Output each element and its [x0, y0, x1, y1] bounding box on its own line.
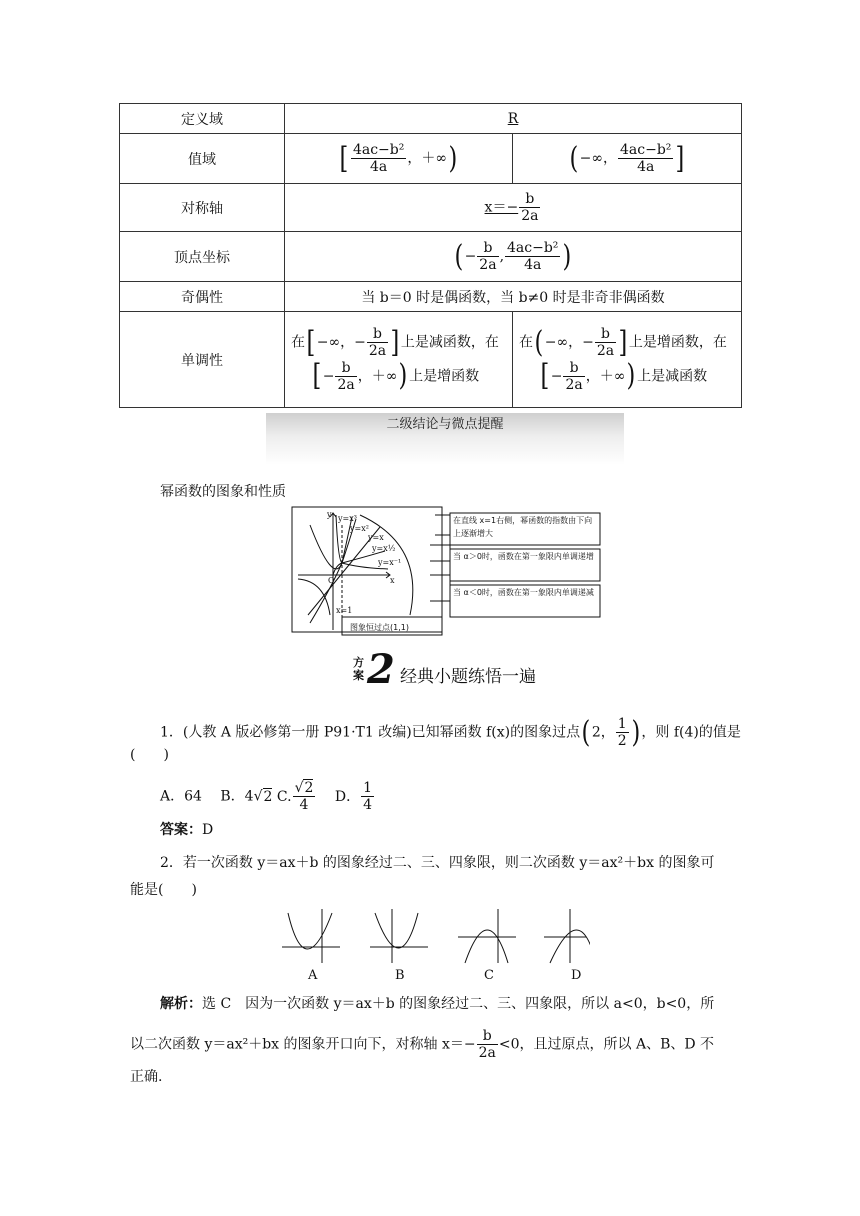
label-x2: y=x²: [350, 524, 369, 533]
question-1-paren: ( ): [130, 747, 169, 763]
axis-x-label: x: [390, 576, 395, 585]
line-x1-label: x=1: [336, 606, 353, 615]
quadratic-properties-table: [119, 103, 742, 408]
axis-label: 对称轴: [120, 184, 285, 232]
label-inverse: y=x⁻¹: [378, 558, 402, 567]
monotonicity-label: 单调性: [120, 312, 285, 408]
question-2-line2: 能是( ): [130, 882, 197, 898]
graph-a-curve: [288, 913, 332, 949]
note-increasing: 当 α＞0时，函数在第一象限内单调递增: [453, 552, 594, 561]
axis-y-label: y: [327, 510, 332, 519]
fang-an-label: 方案: [353, 656, 364, 682]
domain-value: R: [285, 104, 742, 134]
power-function-figure: [290, 505, 610, 637]
banner-text: 二级结论与微点提醒: [386, 417, 504, 432]
note-fixed-point: 图象恒过点(1,1): [350, 623, 409, 632]
question-1: 1．(人教 A 版必修第一册 P91·T1 改编)已知幂函数 f(x)的图象过点(2， $\frac{1}{2}$ )，则 f(4)的值是: [160, 714, 741, 750]
question-2-line1: 2．若一次函数 y＝ax＋b 的图象经过二、三、四象限，则二次函数 y＝ax²＋bx 的图象可: [160, 855, 715, 871]
vertex-label: 顶点坐标: [120, 232, 285, 282]
label-x3: y=x³: [338, 514, 357, 523]
range-right: (−∞， $\frac{\text{4ac−b²}}{4a}$ ]: [513, 134, 742, 184]
analysis-line3: 正确.: [130, 1069, 163, 1085]
label-sqrt: y=x½: [372, 544, 396, 553]
curve-inverse-neg: [298, 579, 330, 615]
parity-label: 奇偶性: [120, 282, 285, 312]
graph-c-curve: [465, 930, 508, 963]
choice-a-label[interactable]: A: [308, 968, 318, 983]
analysis-line1: 解析：选 C 因为一次函数 y＝ax＋b 的图象经过二、三、四象限，所以 a<0，b<0，所: [160, 996, 715, 1012]
parity-value: 当 b＝0 时是偶函数，当 b≠0 时是非奇非偶函数: [285, 282, 742, 312]
question-2-graphs: [280, 905, 590, 967]
graph-b-curve: [375, 913, 418, 948]
option-d[interactable]: D． $\frac{1}{4}$: [334, 780, 373, 814]
connector-3: [430, 575, 450, 601]
section-banner: [266, 413, 624, 465]
connector-2: [430, 545, 450, 561]
section-number: 2: [367, 646, 395, 693]
range-left: [ $\frac{\text{4ac−b²}}{4a}$ ，＋∞): [285, 134, 513, 184]
answer-1: 答案：D: [160, 822, 214, 838]
option-c[interactable]: C. $\frac{√2}{4}$: [276, 780, 314, 814]
choice-d-label[interactable]: D: [571, 968, 582, 983]
monotonicity-right: 在(−∞，− $\frac{b}{2a}$ ]上是增函数，在 [− $\frac{b}{2a}$ ，＋∞)上是减函数: [513, 312, 742, 408]
option-a[interactable]: A．64: [160, 788, 202, 805]
monotonicity-left: 在[−∞，− $\frac{b}{2a}$ ]上是减函数，在 [− $\frac{b}{2a}$ ，＋∞)上是增函数: [285, 312, 513, 408]
analysis-line2: 以二次函数 y＝ax²＋bx 的图象开口向下，对称轴 x＝− $\frac{b}{2a}$ <0，且过原点，所以 A、B、D 不: [130, 1028, 715, 1062]
section-title-text: 经典小题练悟一遍: [400, 667, 536, 687]
range-label: 值域: [120, 134, 285, 184]
power-function-title: 幂函数的图象和性质: [160, 484, 286, 500]
question-1-options: [160, 780, 375, 813]
axis-value: x＝− $\frac{b}{2a}$: [285, 184, 742, 232]
label-x: y=x: [368, 533, 384, 542]
vertex-value: (− $\frac{b}{2a}$ , $\frac{\text{4ac−b²}}{4a}$ ): [285, 232, 742, 282]
origin-label: O: [328, 576, 335, 585]
domain-label: 定义域: [120, 104, 285, 134]
note-exponent: 在直线 x=1右侧，幂函数的指数由下向上逐渐增大: [453, 516, 593, 538]
option-b[interactable]: B．4√2: [220, 788, 273, 805]
choice-b-label[interactable]: B: [395, 968, 405, 983]
choice-c-label[interactable]: C: [484, 968, 494, 983]
note-decreasing: 当 α＜0时，函数在第一象限内单调递减: [453, 588, 594, 597]
